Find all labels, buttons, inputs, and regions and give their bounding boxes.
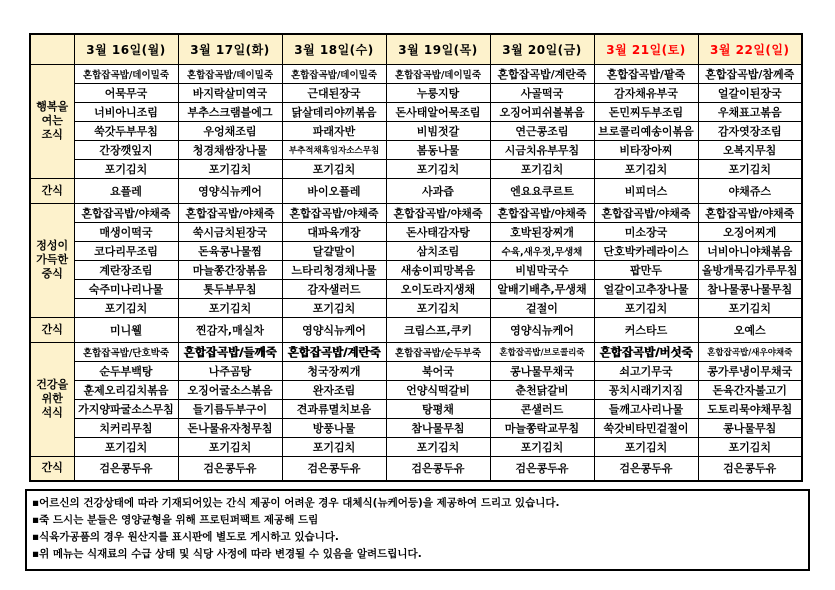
menu-item: 춘천닭갈비 (490, 380, 594, 399)
menu-item: 포기김치 (178, 298, 282, 317)
date-header: 3월 19일(목) (386, 34, 490, 64)
menu-item: 얼갈이고추장나물 (594, 279, 698, 298)
snack-label: 간식 (30, 317, 74, 342)
menu-item: 돈사태알어묵조림 (386, 102, 490, 121)
menu-item: 쑥갓두부무침 (74, 121, 178, 140)
snack-item: 비피더스 (594, 178, 698, 203)
snack-row (30, 317, 802, 342)
snack-label: 간식 (30, 178, 74, 203)
menu-item: 부추적채흑임자소스무침 (282, 140, 386, 159)
menu-item: 혼합잡곡밥/데이밀죽 (74, 64, 178, 83)
menu-item: 달걀말이 (282, 241, 386, 260)
snack-item: 영양식뉴케어 (490, 317, 594, 342)
menu-item: 혼합잡곡밥/계란죽 (282, 342, 386, 361)
menu-row (30, 102, 802, 121)
menu-row (30, 380, 802, 399)
menu-item: 파래자반 (282, 121, 386, 140)
date-header: 3월 22일(일) (698, 34, 802, 64)
menu-item: 포기김치 (386, 437, 490, 456)
menu-item: 삼치조림 (386, 241, 490, 260)
menu-row (30, 83, 802, 102)
note-line-3: ▪식육가공품의 경우 원산지를 표시판에 별도로 게시하고 있습니다. (32, 531, 339, 543)
menu-item: 들깨고사리나물 (594, 399, 698, 418)
snack-item: 사과즙 (386, 178, 490, 203)
menu-item: 견과류멸치보음 (282, 399, 386, 418)
menu-item: 혼합잡곡밥/순두부죽 (386, 342, 490, 361)
snack-item: 찐감자,매실차 (178, 317, 282, 342)
menu-item: 감자엿장조림 (698, 121, 802, 140)
menu-item: 혼합잡곡밥/새우야채죽 (698, 342, 802, 361)
menu-row (30, 298, 802, 317)
date-header: 3월 17일(화) (178, 34, 282, 64)
menu-item: 마늘쫑간장볶음 (178, 260, 282, 279)
menu-item: 브로콜리예송이볶음 (594, 121, 698, 140)
snack-item: 엔요요쿠르트 (490, 178, 594, 203)
menu-row (30, 64, 802, 83)
menu-item: 우엉채조림 (178, 121, 282, 140)
menu-item: 너비아니조림 (74, 102, 178, 121)
menu-item: 비빔막국수 (490, 260, 594, 279)
menu-item: 언양식떡갈비 (386, 380, 490, 399)
menu-item: 참나물무침 (386, 418, 490, 437)
menu-item: 쑥갓비타민겉절이 (594, 418, 698, 437)
menu-item: 알배기배추,무생채 (490, 279, 594, 298)
menu-item: 돈사태감자탕 (386, 222, 490, 241)
menu-row (30, 159, 802, 178)
menu-item: 혼합잡곡밥/참께죽 (698, 64, 802, 83)
menu-row (30, 342, 802, 361)
menu-item: 톳두부무침 (178, 279, 282, 298)
menu-item: 계란장조림 (74, 260, 178, 279)
menu-item: 연근콩조림 (490, 121, 594, 140)
menu-item: 가지양파굴소스무침 (74, 399, 178, 418)
menu-item: 돈육간자불고기 (698, 380, 802, 399)
menu-row (30, 241, 802, 260)
menu-item: 돈육콩나물찜 (178, 241, 282, 260)
menu-item: 쑥시금치된장국 (178, 222, 282, 241)
snack-label: 간식 (30, 456, 74, 481)
note-line-2: ▪죽 드시는 분들은 영양균형을 위해 프로틴퍼팩트 제공해 드림 (32, 514, 319, 526)
menu-item: 대파육개장 (282, 222, 386, 241)
menu-item: 혼합잡곡밥/야채죽 (178, 203, 282, 222)
menu-row (30, 260, 802, 279)
meal-section-label: 건강을 위한 석식 (30, 342, 74, 456)
snack-item: 오예스 (698, 317, 802, 342)
menu-item: 팝만두 (594, 260, 698, 279)
menu-item: 얼갈이된장국 (698, 83, 802, 102)
menu-item: 포기김치 (282, 298, 386, 317)
menu-item: 간장깻잎지 (74, 140, 178, 159)
snack-item: 검은콩두유 (386, 456, 490, 481)
note-line-1: ▪어르신의 건강상태에 따라 기재되어있는 간식 제공이 어려운 경우 대체식(뉴케어등)을 제공하여 드리고 있습니다. (32, 497, 560, 509)
menu-item: 포기김치 (698, 159, 802, 178)
menu-item: 오이도라지생채 (386, 279, 490, 298)
menu-item: 치커리무침 (74, 418, 178, 437)
menu-item: 닭살데리야끼볶음 (282, 102, 386, 121)
menu-item: 콩나물무채국 (490, 361, 594, 380)
menu-item: 훈제오리김치볶음 (74, 380, 178, 399)
menu-item: 새송이피망복음 (386, 260, 490, 279)
menu-item: 청국장찌개 (282, 361, 386, 380)
menu-item: 혼합잡곡밥/데이밀죽 (386, 64, 490, 83)
menu-row (30, 222, 802, 241)
menu-row (30, 437, 802, 456)
meal-section-label: 행복을 여는 조식 (30, 64, 74, 178)
menu-item: 포기김치 (282, 437, 386, 456)
menu-item: 혼합잡곡밥/계란죽 (490, 64, 594, 83)
menu-item: 포기김치 (178, 159, 282, 178)
menu-item: 오징어찌게 (698, 222, 802, 241)
menu-item: 포기김치 (698, 437, 802, 456)
snack-item: 검은콩두유 (698, 456, 802, 481)
menu-item: 돈나물유자청무침 (178, 418, 282, 437)
menu-item: 혼합잡곡밥/야채죽 (490, 203, 594, 222)
menu-item: 혼합잡곡밥/데이밀죽 (282, 64, 386, 83)
menu-item: 봄동나물 (386, 140, 490, 159)
menu-item: 혼합잡곡밥/버섯죽 (594, 342, 698, 361)
menu-item: 우채표고볶음 (698, 102, 802, 121)
menu-row (30, 121, 802, 140)
menu-item: 나주곰탕 (178, 361, 282, 380)
menu-item: 방풍나물 (282, 418, 386, 437)
snack-item: 야채쥬스 (698, 178, 802, 203)
menu-item: 포기김치 (594, 159, 698, 178)
menu-item: 포기김치 (490, 159, 594, 178)
menu-item: 비빔젓갈 (386, 121, 490, 140)
menu-item: 혼합잡곡밥/야채죽 (282, 203, 386, 222)
menu-item: 포기김치 (594, 437, 698, 456)
date-header: 3월 16일(월) (74, 34, 178, 64)
menu-item: 포기김치 (594, 298, 698, 317)
snack-row (30, 456, 802, 481)
menu-item: 혼합잡곡밥/야채죽 (594, 203, 698, 222)
menu-item: 청경채쌈장나물 (178, 140, 282, 159)
menu-item: 미소장국 (594, 222, 698, 241)
date-header: 3월 20일(금) (490, 34, 594, 64)
menu-item: 올방개묵김가루무침 (698, 260, 802, 279)
date-header: 3월 21일(토) (594, 34, 698, 64)
snack-item: 검은콩두유 (490, 456, 594, 481)
menu-item: 순두부백탕 (74, 361, 178, 380)
menu-item: 혼합잡곡밥/야채죽 (74, 203, 178, 222)
menu-item: 시금치유부무침 (490, 140, 594, 159)
snack-item: 미니웰 (74, 317, 178, 342)
menu-item: 돈민찌두부조림 (594, 102, 698, 121)
menu-item: 콩가루냉이무채국 (698, 361, 802, 380)
menu-item: 포기김치 (386, 159, 490, 178)
corner-cell (30, 34, 74, 64)
menu-item: 혼합잡곡밥/데이밀죽 (178, 64, 282, 83)
menu-item: 수육,새우젓,무생채 (490, 241, 594, 260)
snack-item: 커스타드 (594, 317, 698, 342)
snack-item: 검은콩두유 (74, 456, 178, 481)
menu-item: 누룽지탕 (386, 83, 490, 102)
menu-item: 사골떡국 (490, 83, 594, 102)
menu-row (30, 361, 802, 380)
menu-item: 혼합잡곡밥/브로콜리죽 (490, 342, 594, 361)
menu-item: 포기김치 (178, 437, 282, 456)
menu-item: 겉절이 (490, 298, 594, 317)
menu-row (30, 203, 802, 222)
menu-item: 오복지무침 (698, 140, 802, 159)
menu-item: 도토리묵야채무침 (698, 399, 802, 418)
menu-item: 참나물콩나물무침 (698, 279, 802, 298)
menu-item: 혼합잡곡밥/팥죽 (594, 64, 698, 83)
menu-row (30, 140, 802, 159)
date-header: 3월 18일(수) (282, 34, 386, 64)
menu-item: 포기김치 (698, 298, 802, 317)
snack-item: 검은콩두유 (178, 456, 282, 481)
menu-item: 오징어피쉬볼볶음 (490, 102, 594, 121)
menu-item: 포기김치 (74, 437, 178, 456)
menu-item: 들기름두부구이 (178, 399, 282, 418)
weekly-menu-table (29, 33, 803, 482)
menu-item: 혼합잡곡밥/단호박죽 (74, 342, 178, 361)
snack-row (30, 178, 802, 203)
menu-item: 포기김치 (282, 159, 386, 178)
menu-item: 어묵무국 (74, 83, 178, 102)
menu-item: 매생이떡국 (74, 222, 178, 241)
menu-item: 오징어굴소스볶음 (178, 380, 282, 399)
menu-item: 포기김치 (74, 159, 178, 178)
menu-item: 혼합잡곡밥/야채죽 (698, 203, 802, 222)
menu-item: 비타장아찌 (594, 140, 698, 159)
menu-item: 감자채유부국 (594, 83, 698, 102)
snack-item: 바이오플레 (282, 178, 386, 203)
menu-item: 포기김치 (490, 437, 594, 456)
menu-item: 혼합잡곡밥/들깨죽 (178, 342, 282, 361)
notes-box (25, 489, 810, 571)
snack-item: 요플레 (74, 178, 178, 203)
menu-item: 콘샐러드 (490, 399, 594, 418)
snack-item: 영양식뉴케어 (178, 178, 282, 203)
date-header-row (30, 34, 802, 64)
menu-item: 꽁치시래기지짐 (594, 380, 698, 399)
menu-item: 부추스크램블에그 (178, 102, 282, 121)
menu-row (30, 418, 802, 437)
menu-item: 포기김치 (74, 298, 178, 317)
menu-item: 포기김치 (386, 298, 490, 317)
menu-item: 완자조림 (282, 380, 386, 399)
menu-item: 숙주미나리나물 (74, 279, 178, 298)
menu-item: 마늘쫑락교무침 (490, 418, 594, 437)
snack-item: 검은콩두유 (282, 456, 386, 481)
snack-item: 크림스프,쿠키 (386, 317, 490, 342)
menu-row (30, 399, 802, 418)
menu-item: 혼합잡곡밥/야채죽 (386, 203, 490, 222)
menu-item: 코다리무조림 (74, 241, 178, 260)
menu-item: 호박된장찌개 (490, 222, 594, 241)
snack-item: 검은콩두유 (594, 456, 698, 481)
menu-item: 단호박카레라이스 (594, 241, 698, 260)
menu-item: 느타리청경채나물 (282, 260, 386, 279)
menu-item: 바지락살미역국 (178, 83, 282, 102)
menu-item: 북어국 (386, 361, 490, 380)
note-line-4: ▪위 메뉴는 식재료의 수급 상태 및 식당 사정에 따라 변경될 수 있음을 알려드립니다. (32, 548, 422, 560)
menu-item: 쇠고기무국 (594, 361, 698, 380)
menu-item: 콩나물무침 (698, 418, 802, 437)
menu-item: 탕평채 (386, 399, 490, 418)
meal-section-label: 정성이 가득한 중식 (30, 203, 74, 317)
menu-row (30, 279, 802, 298)
menu-item: 너비아니야채볶음 (698, 241, 802, 260)
snack-item: 영양식뉴케어 (282, 317, 386, 342)
menu-item: 근대된장국 (282, 83, 386, 102)
menu-item: 감자샐러드 (282, 279, 386, 298)
